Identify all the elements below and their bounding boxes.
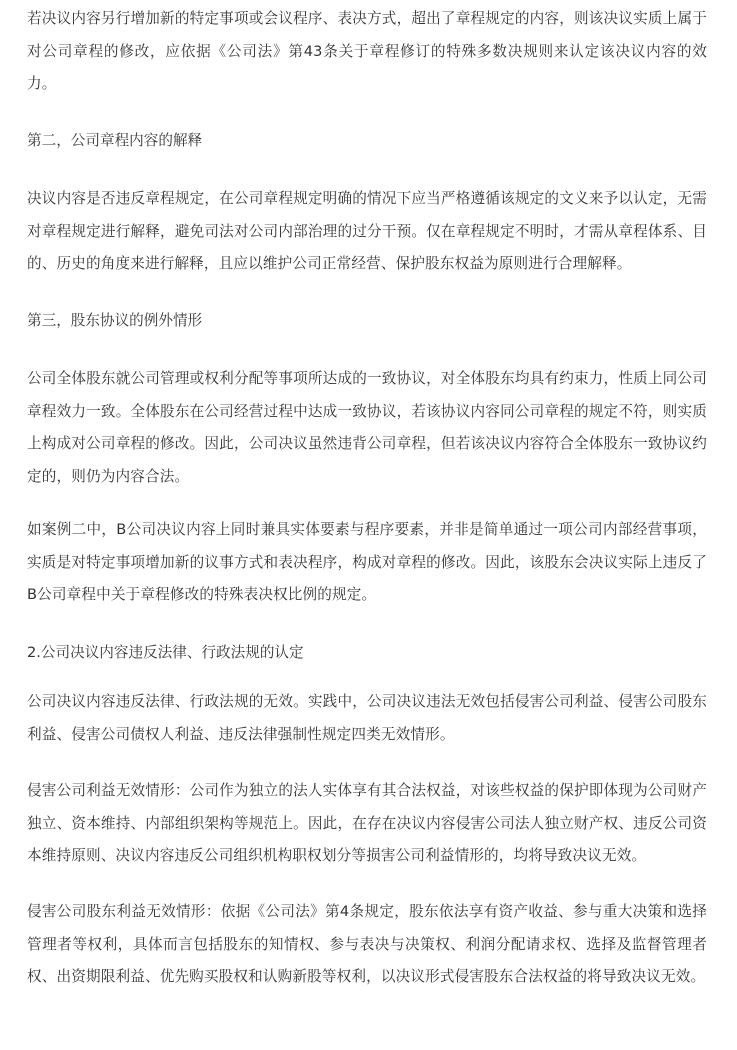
paragraph: 公司决议内容违反法律、行政法规的无效。实践中，公司决议违法无效包括侵害公司利益、侵害公司股东利益、侵害公司债权人利益、违反法律强制性规定四类无效情形。 <box>27 693 707 743</box>
paragraph: 若决议内容另行增加新的特定事项或会议程序、表决方式，超出了章程规定的内容，则该决议实质上属于对公司章程的修改，应依据《公司法》第43条关于章程修订的特殊多数决规则来认定该决议内容的效力。 <box>27 10 707 92</box>
section-heading: 第三，股东协议的例外情形 <box>27 312 203 329</box>
paragraph: 侵害公司利益无效情形：公司作为独立的法人实体享有其合法权益，对该些权益的保护即体现为公司财产独立、资本维持、内部组织架构等规范上。因此，在存在决议内容侵害公司法人独立财产权、违反公司资本维持原则、决议内容违反公司组织机构职权划分等损害公司利益情形的，均将导致决议无效。 <box>27 782 707 864</box>
paragraph: 公司全体股东就公司管理或权利分配等事项所达成的一致协议，对全体股东均具有约束力，性质上同公司章程效力一致。全体股东在公司经营过程中达成一致协议，若该协议内容同公司章程的规定不符，则实质上构成对公司章程的修改。因此，公司决议虽然违背公司章程，但若该决议内容符合全体股东一致协议约定的，则仍为内容合法。 <box>27 370 707 485</box>
paragraph: 如案例二中，B公司决议内容上同时兼具实体要素与程序要素，并非是简单通过一项公司内部经营事项，实质是对特定事项增加新的议事方式和表决程序，构成对章程的修改。因此，该股东会决议实际上违反了B公司章程中关于章程修改的特殊表决权比例的规定。 <box>27 521 707 603</box>
section-heading: 2.公司决议内容违反法律、行政法规的认定 <box>27 644 304 661</box>
section-heading: 第二，公司章程内容的解释 <box>27 132 203 149</box>
paragraph: 侵害公司股东利益无效情形：依据《公司法》第4条规定，股东依法享有资产收益、参与重大决策和选择管理者等权利，具体而言包括股东的知情权、参与表决与决策权、利润分配请求权、选择及监督管理者权、出资期限利益、优先购买股权和认购新股等权利，以决议形式侵害股东合法权益的将导致决议无效。 <box>27 903 707 985</box>
paragraph: 决议内容是否违反章程规定，在公司章程规定明确的情况下应当严格遵循该规定的文义来予以认定，无需对章程规定进行解释，避免司法对公司内部治理的过分干预。仅在章程规定不明时，才需从章程体系、目的、历史的角度来进行解释，且应以维护公司正常经营、保护股东权益为原则进行合理解释。 <box>27 190 707 272</box>
